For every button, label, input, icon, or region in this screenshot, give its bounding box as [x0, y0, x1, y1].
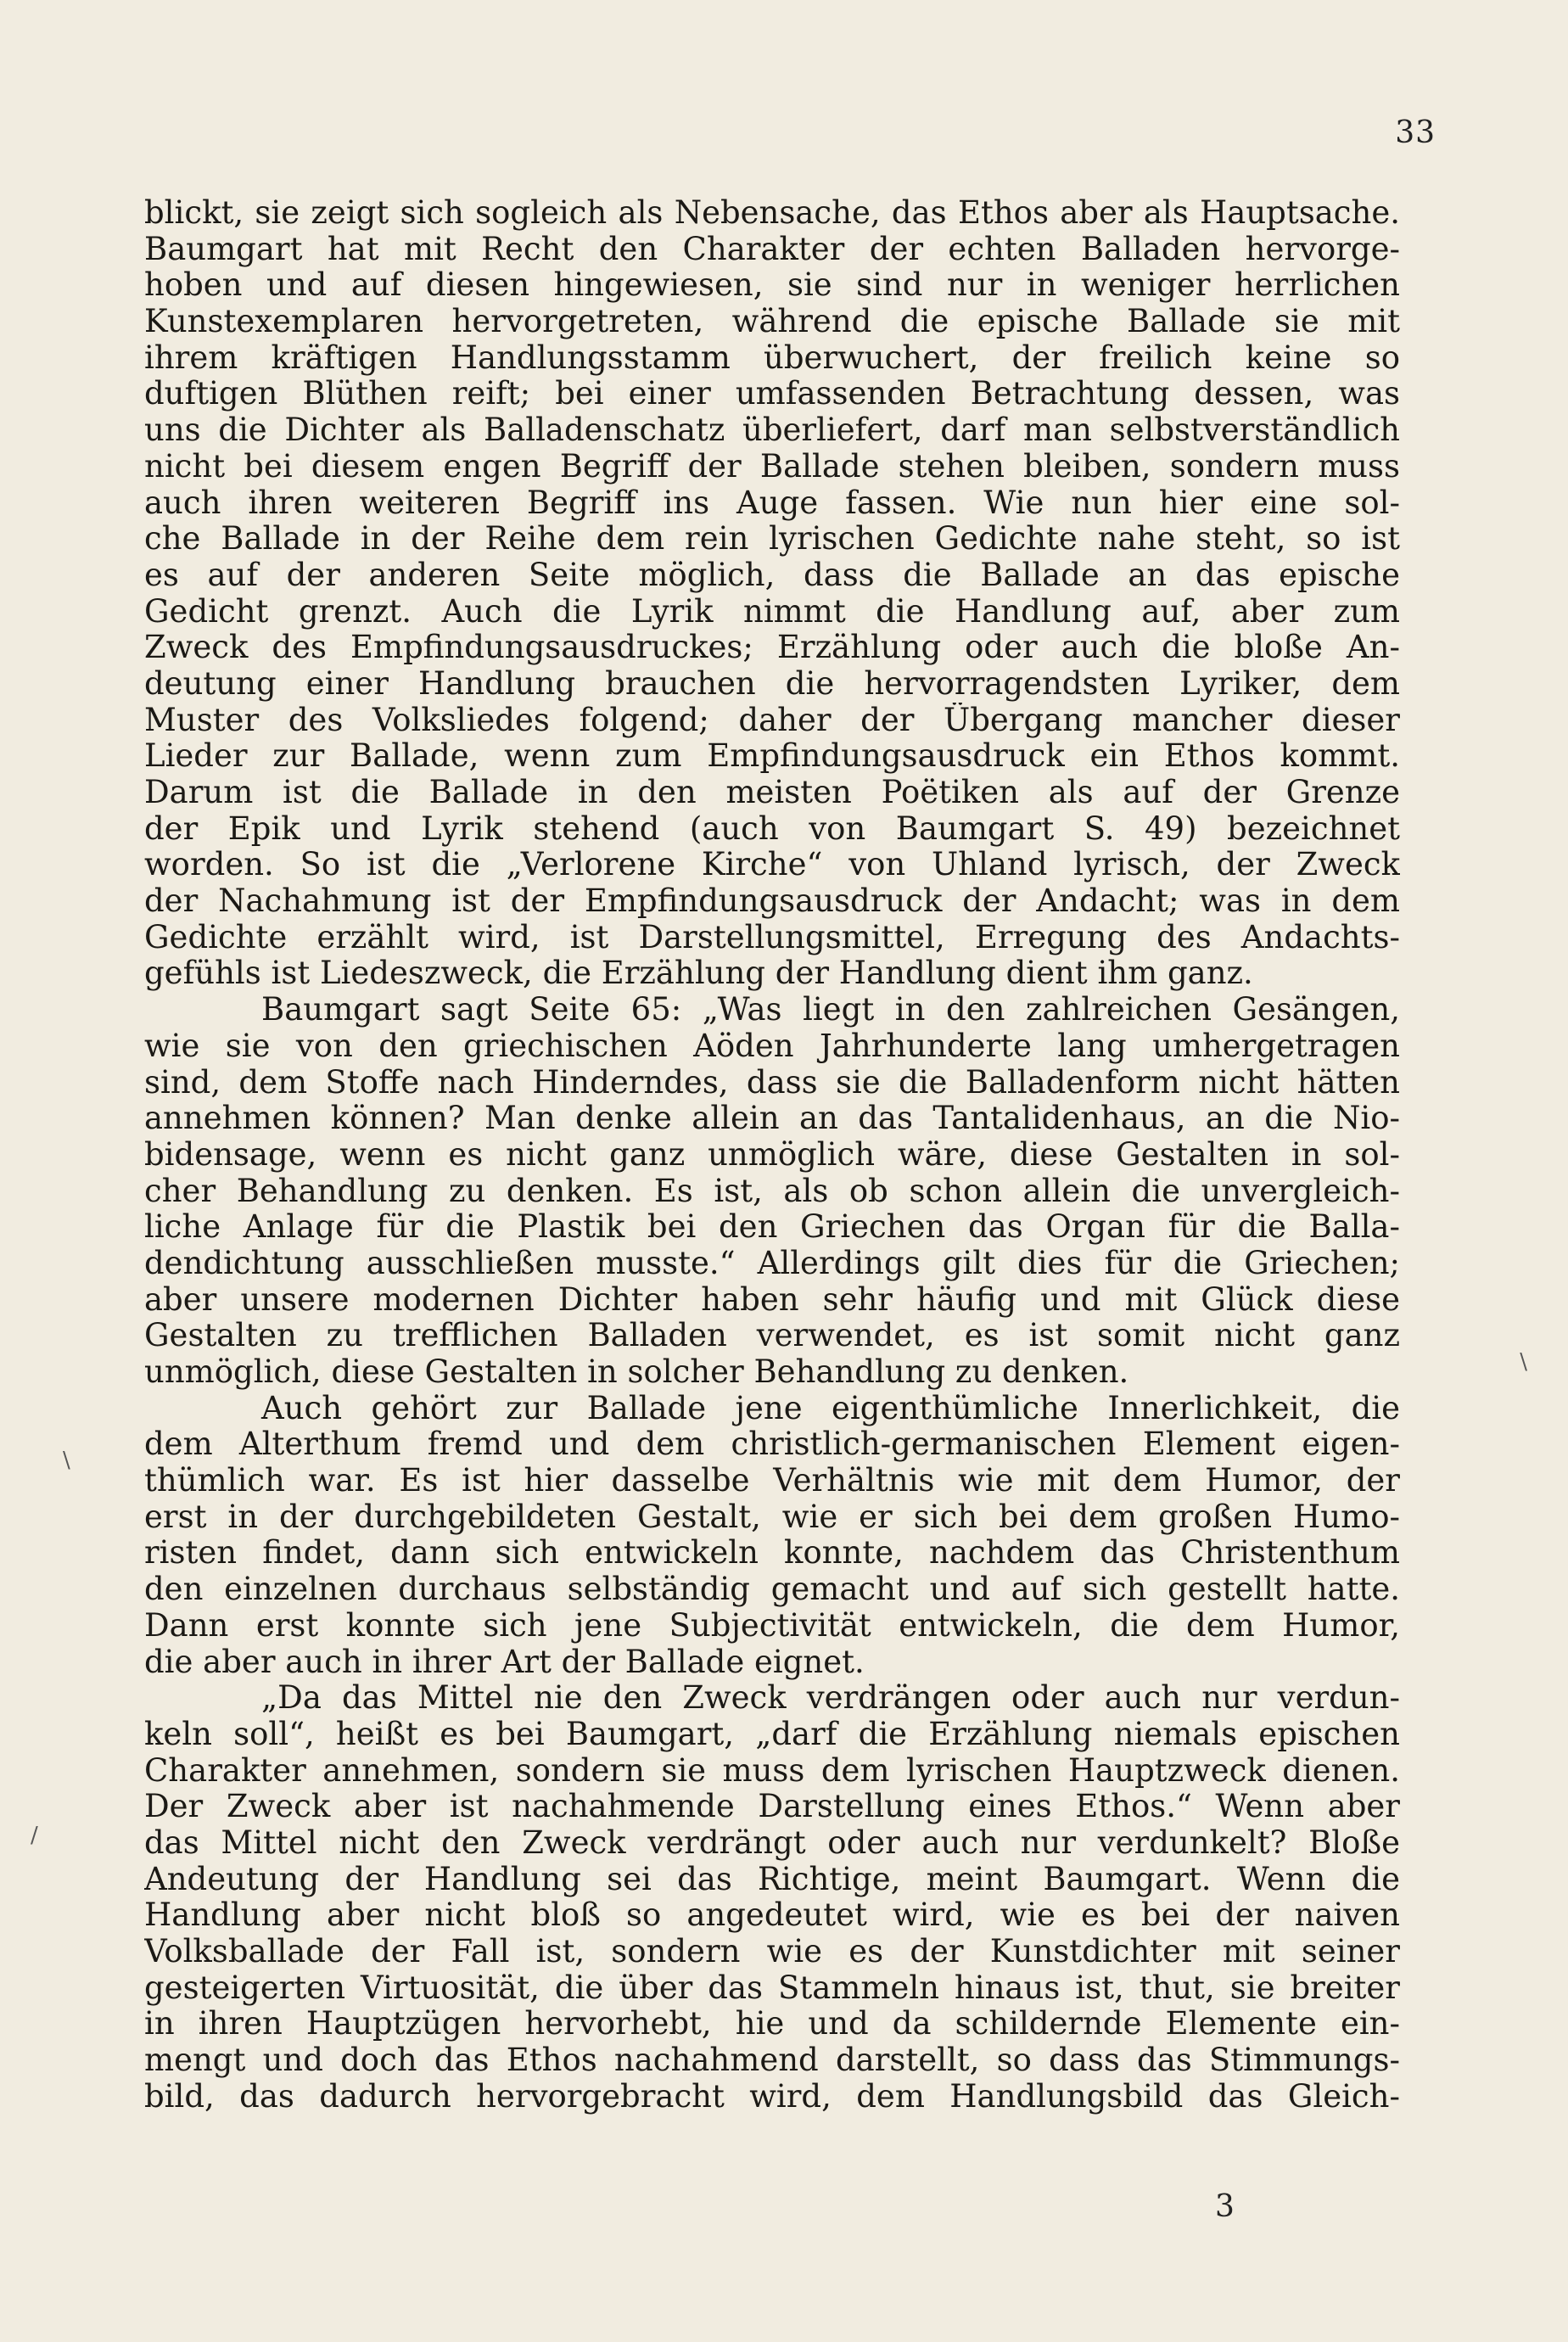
text-line: erst in der durchgebildeten Gestalt, wie er sich bei dem großen Humo- — [144, 1499, 1400, 1535]
margin-mark: / — [31, 1823, 38, 1848]
text-line: Baumgart hat mit Recht den Charakter der echten Balladen hervorge- — [144, 231, 1400, 267]
text-line: che Ballade in der Reihe dem rein lyrischen Gedichte nahe steht, so ist — [144, 521, 1400, 557]
margin-mark: \ — [63, 1448, 70, 1473]
page-number: 33 — [1395, 115, 1436, 150]
text-line: Baumgart sagt Seite 65: „Was liegt in den zahlreichen Gesängen, — [261, 992, 1400, 1028]
text-line: dem Alterthum fremd und dem christlich-germanischen Element eigen- — [144, 1426, 1400, 1463]
text-line: keln soll“, heißt es bei Baumgart, „darf die Erzählung niemals epischen — [144, 1716, 1400, 1752]
text-line: Auch gehört zur Ballade jene eigenthümliche Innerlichkeit, die — [261, 1390, 1400, 1426]
text-line: Der Zweck aber ist nachahmende Darstellung eines Ethos.“ Wenn aber — [144, 1789, 1400, 1825]
text-line: Andeutung der Handlung sei das Richtige, meint Baumgart. Wenn die — [144, 1861, 1400, 1897]
text-line: es auf der anderen Seite möglich, dass die Ballade an das epische — [144, 557, 1400, 593]
text-line: Gedicht grenzt. Auch die Lyrik nimmt die Handlung auf, aber zum — [144, 593, 1400, 630]
text-line: worden. So ist die „Verlorene Kirche“ von Uhland lyrisch, der Zweck — [144, 847, 1400, 883]
text-line: die aber auch in ihrer Art der Ballade eignet. — [144, 1644, 865, 1680]
text-line: aber unsere modernen Dichter haben sehr häufig und mit Glück diese — [144, 1281, 1400, 1318]
text-line: bidensage, wenn es nicht ganz unmöglich wäre, diese Gestalten in sol- — [144, 1136, 1400, 1173]
text-line: dendichtung ausschließen musste.“ Allerdings gilt dies für die Griechen; — [144, 1245, 1400, 1281]
text-line: annehmen können? Man denke allein an das Tantalidenhaus, an die Nio- — [144, 1101, 1400, 1137]
text-line: auch ihren weiteren Begriff ins Auge fassen. Wie nun hier eine sol- — [144, 485, 1400, 521]
text-line: wie sie von den griechischen Aöden Jahrhunderte lang umhergetragen — [144, 1028, 1400, 1064]
text-line: Kunstexemplaren hervorgetreten, während die epische Ballade sie mit — [144, 304, 1400, 340]
text-line: „Da das Mittel nie den Zweck verdrängen oder auch nur verdun- — [261, 1680, 1400, 1717]
text-line: Handlung aber nicht bloß so angedeutet wird, wie es bei der naiven — [144, 1897, 1400, 1934]
text-line: Gedichte erzählt wird, ist Darstellungsmittel, Erregung des Andachts- — [144, 919, 1400, 955]
text-line: der Epik und Lyrik stehend (auch von Baumgart S. 49) bezeichnet — [144, 810, 1400, 847]
text-line: uns die Dichter als Balladenschatz überliefert, darf man selbstverständlich — [144, 412, 1400, 449]
text-line: in ihren Hauptzügen hervorhebt, hie und da schildernde Elemente ein- — [144, 2006, 1400, 2042]
text-line: mengt und doch das Ethos nachahmend darstellt, so dass das Stimmungs- — [144, 2042, 1400, 2079]
signature-mark: 3 — [1215, 2189, 1235, 2224]
text-line: ihrem kräftigen Handlungsstamm überwuchert, der freilich keine so — [144, 339, 1400, 376]
text-line: bild, das dadurch hervorgebracht wird, dem Handlungsbild das Gleich- — [144, 2078, 1400, 2115]
text-line: cher Behandlung zu denken. Es ist, als ob schon allein die unvergleich- — [144, 1173, 1400, 1209]
text-line: unmöglich, diese Gestalten in solcher Behandlung zu denken. — [144, 1354, 1129, 1390]
text-line: Gestalten zu trefflichen Balladen verwendet, es ist somit nicht ganz — [144, 1318, 1400, 1354]
text-line: nicht bei diesem engen Begriff der Ballade stehen bleiben, sondern muss — [144, 448, 1400, 485]
text-line: Darum ist die Ballade in den meisten Poëtiken als auf der Grenze — [144, 775, 1400, 810]
text-line: Dann erst konnte sich jene Subjectivität entwickeln, die dem Humor, — [144, 1607, 1400, 1644]
text-line: liche Anlage für die Plastik bei den Griechen das Organ für die Balla- — [144, 1209, 1400, 1246]
text-line: Volksballade der Fall ist, sondern wie es der Kunstdichter mit seiner — [144, 1934, 1400, 1969]
page-text — [144, 195, 1400, 2115]
text-line: Lieder zur Ballade, wenn zum Empfindungsausdruck ein Ethos kommt. — [144, 738, 1400, 775]
text-line: duftigen Blüthen reift; bei einer umfassenden Betrachtung dessen, was — [144, 376, 1400, 412]
text-line: sind, dem Stoffe nach Hinderndes, dass sie die Balladenform nicht hätten — [144, 1064, 1400, 1101]
text-line: risten findet, dann sich entwickeln konnte, nachdem das Christenthum — [144, 1535, 1400, 1572]
text-line: der Nachahmung ist der Empfindungsausdruck der Andacht; was in dem — [144, 883, 1400, 920]
text-line: thümlich war. Es ist hier dasselbe Verhältnis wie mit dem Humor, der — [144, 1463, 1400, 1499]
text-line: Charakter annehmen, sondern sie muss dem lyrischen Hauptzweck dienen. — [144, 1752, 1400, 1789]
text-line: deutung einer Handlung brauchen die hervorragendsten Lyriker, dem — [144, 665, 1400, 702]
text-line: blickt, sie zeigt sich sogleich als Nebensache, das Ethos aber als Hauptsache. — [144, 195, 1400, 231]
text-line: hoben und auf diesen hingewiesen, sie sind nur in weniger herrlichen — [144, 267, 1400, 304]
text-line: Muster des Volksliedes folgend; daher der Übergang mancher dieser — [144, 702, 1400, 738]
text-line: Zweck des Empfindungsausdruckes; Erzählung oder auch die bloße An- — [144, 630, 1400, 666]
text-line: gesteigerten Virtuosität, die über das Stammeln hinaus ist, thut, sie breiter — [144, 1969, 1400, 2006]
text-line: den einzelnen durchaus selbständig gemacht und auf sich gestellt hatte. — [144, 1572, 1400, 1608]
margin-mark: \ — [1520, 1349, 1527, 1375]
text-line: das Mittel nicht den Zweck verdrängt oder auch nur verdunkelt? Bloße — [144, 1824, 1400, 1861]
text-line: gefühls ist Liedeszweck, die Erzählung der Handlung dient ihm ganz. — [144, 955, 1253, 992]
